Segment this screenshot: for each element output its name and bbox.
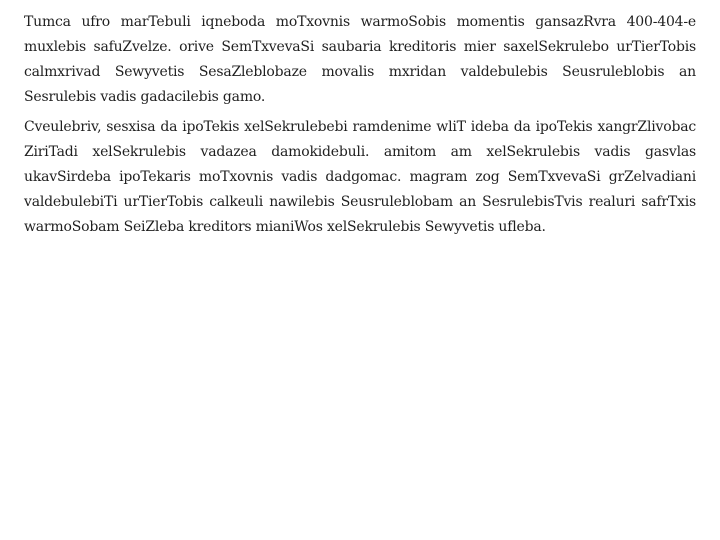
paragraph-1: Tumca ufro marTebuli iqneboda moTxovnis warmoSobis momentis gansazRvra 400-404-e muxlebis safuZvelze. orive SemTxvevaSi saubaria kreditoris mier saxelSekrulebo urTierTobis calmxrivad Sewyvetis SesaZleblobaze movalis mxridan valdebulebis Seusruleblobis an Sesrulebis vadis gadacilebis gamo. xyxy=(24,14,696,105)
paragraph-2: Cveulebriv, sesxisa da ipoTekis xelSekrulebebi ramdenime wliT ideba da ipoTekis xangrZlivobac ZiriTadi xelSekrulebis vadazea damokidebuli. amitom am xelSekrulebis vadis gasvlas ukavSirdeba ipoTekaris moTxovnis vadis dadgomac. magram zog SemTxvevaSi grZelvadiani valdebulebiTi urTierTobis calkeuli nawilebis Seusruleblobam an SesrulebisTvis realuri safrTxis warmoSobam SeiZleba kreditors mianiWos xelSekrulebis Sewyvetis ufleba. xyxy=(24,119,696,235)
document-body xyxy=(24,10,696,240)
